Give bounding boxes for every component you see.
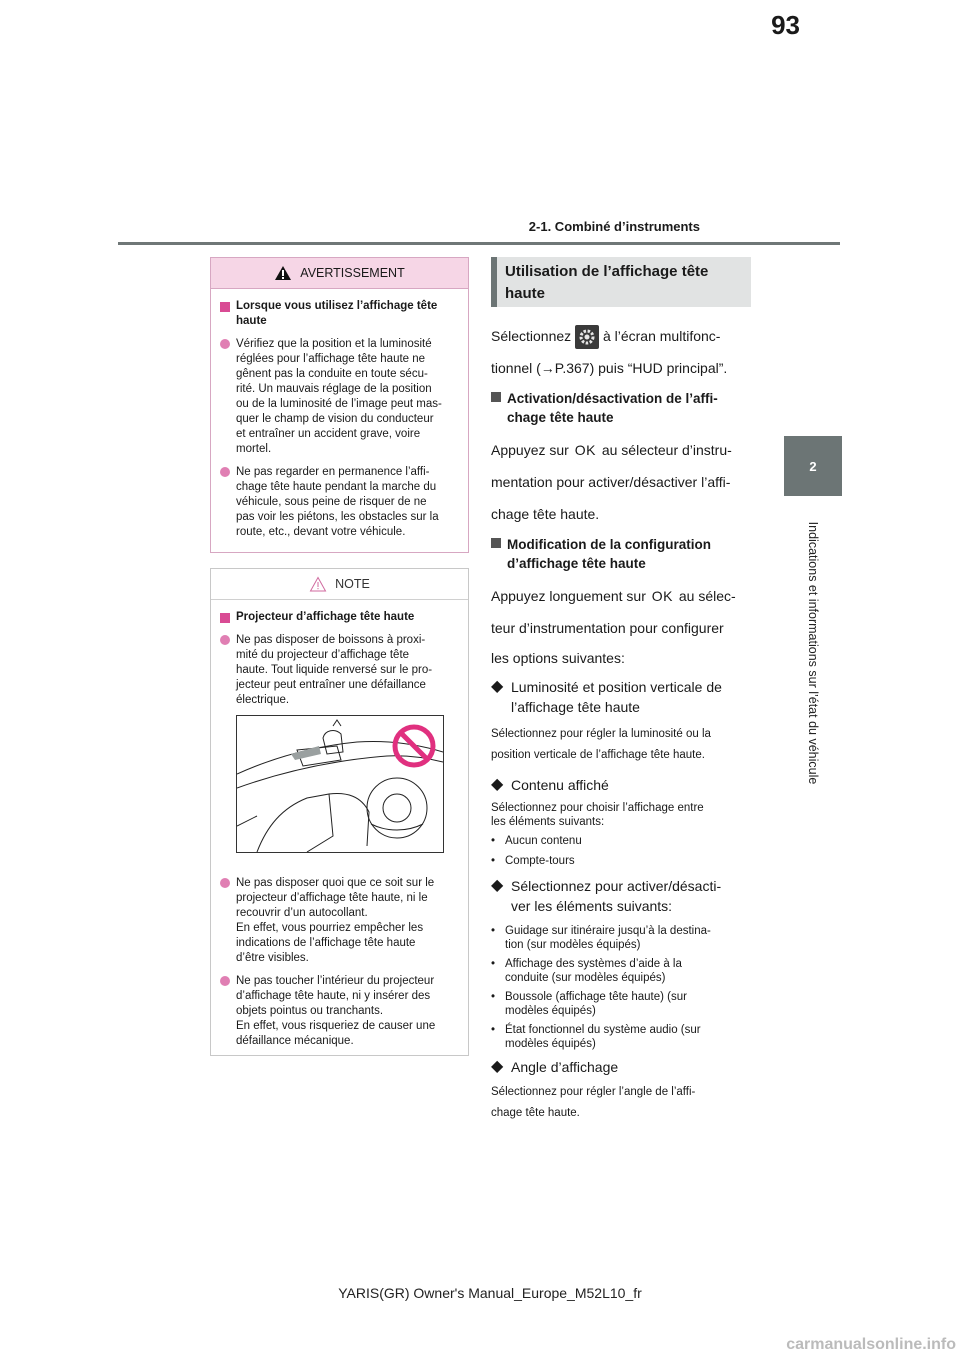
dashboard-drawing — [237, 716, 443, 852]
warning-label: AVERTISSEMENT — [300, 266, 405, 280]
option-description: Sélectionnez pour régler l’angle de l’affi- — [491, 1086, 696, 1099]
square-bullet-icon — [491, 538, 501, 548]
paragraph-line: les options suivantes: — [491, 650, 625, 667]
option-item — [491, 1057, 751, 1077]
paragraph-line: chage tête haute. — [491, 506, 600, 523]
option-text: Angle d’affichage — [511, 1059, 619, 1076]
list-item-text: Guidage sur itinéraire jusqu’à la destina- tion (sur modèles équipés) — [505, 925, 711, 952]
option-item — [491, 876, 751, 916]
right-column — [491, 257, 751, 1123]
page-number: 93 — [771, 10, 800, 40]
warning-box — [210, 257, 469, 553]
round-bullet-icon — [220, 878, 230, 888]
option-item — [491, 775, 751, 795]
ok-button-symbol: OK — [651, 588, 673, 605]
hud-projector-illustration — [236, 715, 444, 853]
list-item: • Compte-tours — [491, 855, 575, 868]
chapter-title: Indications et informations sur l’état du véhicule — [806, 521, 820, 785]
paragraph-line: mentation pour activer/désactiver l’affi- — [491, 474, 731, 491]
option-text: Contenu affiché — [511, 777, 609, 794]
list-item: • Affichage des systèmes d’aide à la conduite (sur modèles équipés) — [491, 958, 682, 985]
round-bullet-icon — [220, 467, 230, 477]
option-description: Sélectionnez pour régler la luminosité ou la — [491, 728, 711, 741]
warning-heading — [220, 299, 459, 329]
warning-heading-text: Lorsque vous utilisez l’affichage tête haute — [236, 300, 438, 327]
option-description: position verticale de l’affichage tête haute. — [491, 749, 705, 762]
diamond-bullet-icon: ◆ — [491, 678, 504, 696]
subheading — [491, 389, 751, 427]
square-bullet-icon — [220, 613, 230, 623]
list-item-text: État fonctionnel du système audio (sur modèles équipés) — [505, 1024, 701, 1051]
list-item: • Guidage sur itinéraire jusqu’à la destina- tion (sur modèles équipés) — [491, 925, 711, 952]
header-rule — [118, 242, 840, 245]
list-item-text: Compte-tours — [505, 855, 575, 868]
intro-text: à l’écran multifonc- — [602, 328, 721, 344]
paragraph-text: Appuyez longuement sur — [491, 588, 646, 605]
subheading — [491, 535, 751, 573]
diamond-bullet-icon: ◆ — [491, 877, 504, 895]
round-bullet-icon — [220, 635, 230, 645]
warning-triangle-icon — [274, 265, 292, 281]
paragraph-text: Appuyez sur — [491, 442, 569, 459]
square-bullet-icon — [220, 302, 230, 312]
chapter-tab: 2 — [784, 436, 842, 496]
diamond-bullet-icon: ◆ — [491, 1058, 504, 1076]
option-description: Sélectionnez pour choisir l’affichage entre les éléments suivants: — [491, 802, 704, 829]
list-item — [220, 974, 459, 1049]
warning-item-text: Ne pas regarder en permanence l’affi- chage tête haute pendant la marche du véhicule, sous peine de risquer de ne pas voir les piétons, les obstacles sur la route, etc., devant votre véhicule. — [236, 466, 439, 538]
round-bullet-icon — [220, 976, 230, 986]
round-bullet-icon — [220, 339, 230, 349]
list-item — [220, 876, 459, 966]
list-item: • Aucun contenu — [491, 835, 582, 848]
paragraph — [491, 583, 751, 609]
diamond-bullet-icon: ◆ — [491, 776, 504, 794]
note-item-text: Ne pas disposer quoi que ce soit sur le projecteur d’affichage tête haute, ni le recouvrir d’un autocollant. En effet, vous pourriez empêcher les indications de l’affichage tête haute d’être visibles. — [236, 877, 435, 964]
warning-item-text: Vérifiez que la position et la luminosité réglées pour l’affichage tête haute ne gênent pas la conduite en toute sécu- rité. Un mauvais réglage de la position ou de la luminosité de l’image peut mas- quer le champ de vision du conducteur et entraîner un accident grave, voire mortel. — [236, 338, 442, 455]
warning-header — [211, 258, 468, 289]
option-text: Sélectionnez pour activer/désacti- ver les éléments suivants: — [511, 878, 722, 915]
note-item-text: Ne pas disposer de boissons à proxi- mité du projecteur d’affichage tête haute. Tout liquide renversé sur le pro- jecteur peut entraîner une défaillance électrique. — [236, 634, 433, 706]
footer-manual-id: YARIS(GR) Owner's Manual_Europe_M52L10_fr — [338, 1285, 642, 1301]
list-item: • Boussole (affichage tête haute) (sur modèles équipés) — [491, 991, 687, 1018]
watermark: carmanualsonline.info — [786, 1336, 956, 1353]
paragraph-line: teur d’instrumentation pour configurer — [491, 620, 724, 637]
note-heading-text: Projecteur d’affichage tête haute — [236, 611, 415, 623]
paragraph-text: au sélecteur d’instru- — [601, 442, 732, 459]
list-item — [220, 465, 459, 540]
list-item-text: Aucun contenu — [505, 835, 582, 848]
option-description: chage tête haute. — [491, 1107, 580, 1120]
chapter-rail — [784, 496, 842, 1116]
paragraph — [491, 437, 751, 463]
note-label: NOTE — [335, 577, 370, 591]
option-item — [491, 677, 751, 717]
ok-button-symbol: OK — [574, 442, 596, 459]
note-header — [211, 569, 468, 600]
note-heading — [220, 610, 459, 625]
caution-triangle-icon — [309, 576, 327, 592]
list-item-text: Affichage des systèmes d’aide à la conduite (sur modèles équipés) — [505, 958, 682, 985]
subheading-text: Activation/désactivation de l’affi- chage tête haute — [507, 391, 718, 426]
intro-text: Sélectionnez — [491, 328, 572, 344]
section-heading: Utilisation de l’affichage tête haute — [491, 257, 751, 307]
intro-line — [491, 323, 751, 349]
intro-line-2: tionnel (→P.367) puis “HUD principal”. — [491, 360, 728, 377]
settings-gear-icon — [575, 325, 599, 349]
option-text: Luminosité et position verticale de l’affichage tête haute — [511, 679, 722, 716]
list-item-text: Boussole (affichage tête haute) (sur modèles équipés) — [505, 991, 687, 1018]
square-bullet-icon — [491, 392, 501, 402]
list-item: • État fonctionnel du système audio (sur modèles équipés) — [491, 1024, 701, 1051]
list-item — [220, 337, 459, 457]
section-title: 2-1. Combiné d’instruments — [528, 219, 700, 234]
note-item-text: Ne pas toucher l’intérieur du projecteur d’affichage tête haute, ni y insérer des objets pointus ou tranchants. En effet, vous risqueriez de causer une défaillance mécanique. — [236, 975, 436, 1047]
paragraph-text: au sélec- — [678, 588, 736, 605]
list-item — [220, 633, 459, 708]
subheading-text: Modification de la configuration d’affichage tête haute — [507, 537, 711, 572]
